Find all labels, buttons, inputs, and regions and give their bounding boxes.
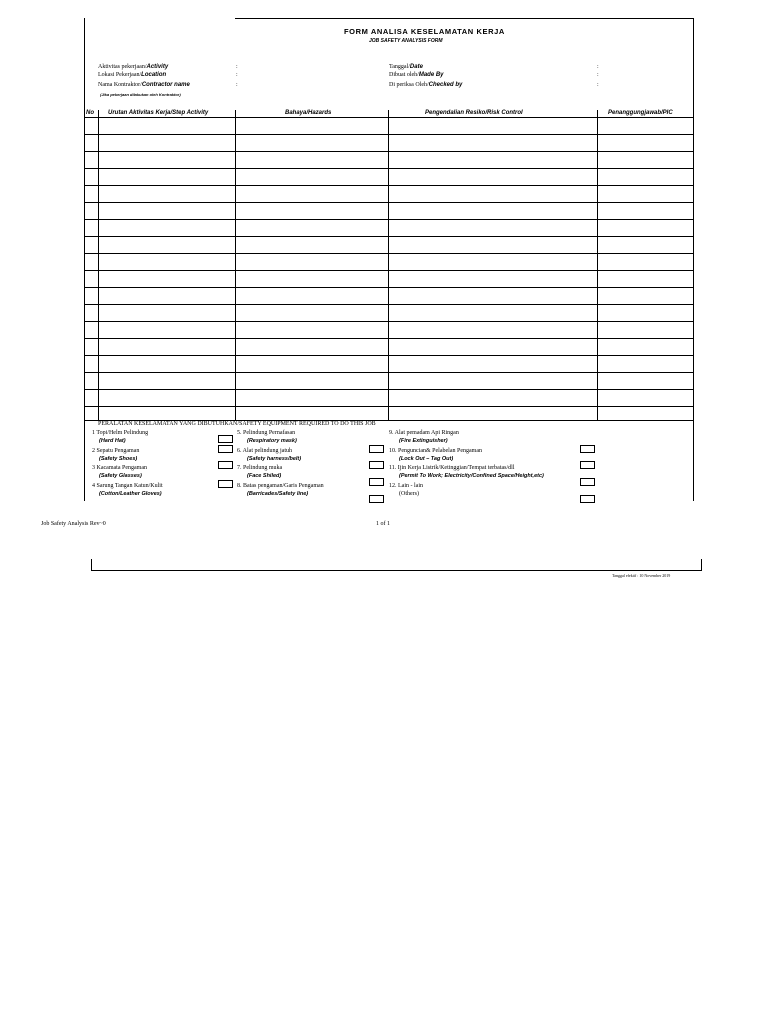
effective-date: Tanggal efektif : 10 November 2019 (612, 573, 671, 578)
table-row (84, 287, 694, 288)
table-row (84, 372, 694, 373)
equipment-item-en: (Permit To Work; Electricity/Confined Space/Height,etc) (399, 473, 544, 479)
col-divider-no (98, 110, 99, 421)
table-row (84, 270, 694, 271)
table-row (84, 219, 694, 220)
equipment-item-label: 4 Sarung Tangan Katun/Kulit (92, 483, 163, 489)
table-row (84, 202, 694, 203)
contractor-colon: : (236, 82, 238, 88)
table-row (84, 304, 694, 305)
equipment-item-en: (Respiratory mask) (247, 438, 297, 444)
form-title: FORM ANALISA KESELAMATAN KERJA (344, 27, 505, 36)
equipment-item-en: (Barricades/Safety line) (247, 491, 309, 497)
date-label: Tanggal/Date (389, 64, 423, 70)
equipment-item-en: (Cotton/Leather Gloves) (99, 491, 162, 497)
activity-colon: : (236, 64, 238, 70)
hard-hat-checkbox[interactable] (218, 435, 233, 443)
form-subtitle: JOB SAFETY ANALYSIS FORM (369, 38, 443, 44)
table-row (84, 134, 694, 135)
checked-by-colon: : (597, 82, 599, 88)
frame-top-line (235, 18, 694, 19)
table-row (84, 253, 694, 254)
respiratory-mask-checkbox[interactable] (369, 445, 384, 453)
safety-shoes-checkbox[interactable] (218, 445, 233, 453)
table-row (84, 151, 694, 152)
col-header-hazards: Bahaya/Hazards (285, 110, 332, 116)
equipment-heading: PERALATAN KESELAMATAN YANG DIBUTUHKAN/SAFETY EQUIPMENT REQUIRED TO DO THIS JOB (98, 421, 376, 427)
table-row (84, 321, 694, 322)
col-header-pic: Penanggungjawab/PIC (608, 110, 673, 116)
jsa-table (84, 110, 694, 421)
equipment-item-en: (Safety Glasses) (99, 473, 142, 479)
date-colon: : (597, 64, 599, 70)
checked-by-label: Di periksa Oleh/Checked by (389, 82, 463, 88)
equipment-item-en: (Safety harness/belt) (247, 456, 302, 462)
equipment-item-label: 3 Kacamata Pengaman (92, 465, 147, 471)
col-header-step: Urutan Aktivitas Kerja/Step Activity (108, 110, 209, 116)
col-divider-hazards (388, 110, 389, 421)
fire-extinguisher-checkbox[interactable] (580, 445, 595, 453)
table-row (84, 185, 694, 186)
page-number: 1 of 1 (376, 521, 390, 527)
equipment-item-en: (Hard Hat) (99, 438, 126, 444)
table-row (84, 168, 694, 169)
equipment-item-en: (Fire Extinguisher) (399, 438, 448, 444)
contractor-label: Nama Kontraktor/Contractor name (98, 82, 190, 88)
table-row (84, 406, 694, 407)
safety-glasses-checkbox[interactable] (218, 461, 233, 469)
equipment-item-label: 6. Alat pelindung jatuh (237, 448, 292, 454)
equipment-item-en: (Lock Out – Tag Out) (399, 456, 454, 462)
equipment-item-label: 11. Ijin Kerja Listrik/Ketinggian/Tempat terbatas/dll (389, 465, 515, 471)
lockout-tagout-checkbox[interactable] (580, 461, 595, 469)
equipment-item-en: (Face Shiled) (247, 473, 282, 479)
table-row (84, 389, 694, 390)
others-checkbox[interactable] (580, 495, 595, 503)
location-label: Lokasi Pekerjaan/Location (98, 72, 167, 78)
made-by-label: Dibuat oleh/Made By (389, 72, 444, 78)
activity-label: Aktivitas pekerjaan/Activity (98, 64, 169, 70)
safety-harness-checkbox[interactable] (369, 461, 384, 469)
equipment-item-label: 2 Sepatu Pengaman (92, 448, 140, 454)
face-shield-checkbox[interactable] (369, 478, 384, 486)
equipment-item-label: 12. Lain - lain (389, 483, 423, 489)
equipment-item-label: 7. Pelindung muka (237, 465, 283, 471)
equipment-item-label: 1 Topi/Helm Pelindung (92, 430, 149, 436)
col-divider-step (235, 110, 236, 421)
barricades-checkbox[interactable] (369, 495, 384, 503)
gloves-checkbox[interactable] (218, 480, 233, 488)
equipment-item-label: 9. Alat pemadam Api Ringan (389, 430, 459, 436)
location-colon: : (236, 72, 238, 78)
col-header-control: Pengendalian Resiko/Risk Control (425, 110, 523, 116)
col-header-no: No (86, 110, 94, 116)
equipment-item-label: 10. Penguncian& Pelabelan Pengaman (389, 448, 482, 454)
col-divider-control (597, 110, 598, 421)
equipment-item-en: (Safety Shoes) (99, 456, 138, 462)
footer-bracket-bottom (91, 570, 702, 571)
table-header-rule (84, 117, 694, 118)
doc-name: Job Safety Analysis Rev~0 (41, 521, 106, 527)
permit-to-work-checkbox[interactable] (580, 478, 595, 486)
equipment-item-en: (Others) (399, 491, 419, 497)
equipment-item-label: 5. Pelindung Pernafasan (237, 430, 296, 436)
table-row (84, 236, 694, 237)
footer-bracket-right (701, 559, 702, 571)
made-by-colon: : (597, 72, 599, 78)
equipment-item-label: 8. Batas pengaman/Garis Pengaman (237, 483, 324, 489)
contractor-note: (Jika pekerjaan dilakukan oleh Kontraktor) (100, 92, 181, 97)
table-row (84, 338, 694, 339)
table-row (84, 355, 694, 356)
